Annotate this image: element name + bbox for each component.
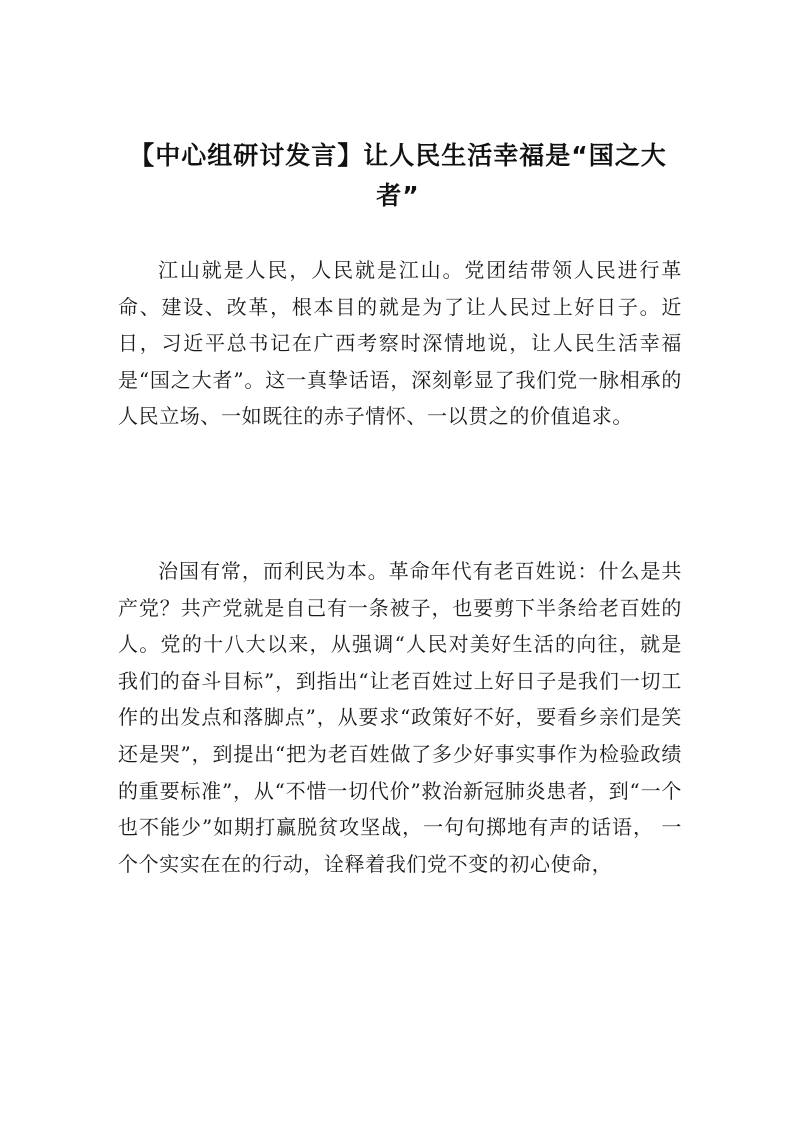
paragraph-2: 治国有常，而利民为本。革命年代有老百姓说：什么是共产党？共产党就是自己有一条被子，也要剪下半条给老百姓的人。党的十八大以来，从强调“人民对美好生活的向往，就是我们的奋斗目标”，到指出“让老百姓过上好日子是我们一切工作的出发点和落脚点”，从要求“政策好不好，要看乡亲们是笑还是哭”，到提出“把为老百姓做了多少好事实事作为检验政绩的重要标准”，从“不惜一切代价”救治新冠肺炎患者，到“一个也不能少”如期打赢脱贫攻坚战，一句句掷地有声的话语， 一个个实实在在的行动，诠释着我们党不变的初心使命， <box>118 559 682 876</box>
paragraph-1: 江山就是人民，人民就是江山。党团结带领人民进行革命、建设、改革，根本目的就是为了让人民过上好日子。近日，习近平总书记在广西考察时深情地说，让人民生活幸福是“国之大者”。这一真挚话语，深刻彰显了我们党一脉相承的人民立场、一如既往的赤子情怀、一以贯之的价值追求。 <box>118 258 682 429</box>
document-title: 【中心组研讨发言】让人民生活幸福是“国之大者” <box>129 141 667 210</box>
